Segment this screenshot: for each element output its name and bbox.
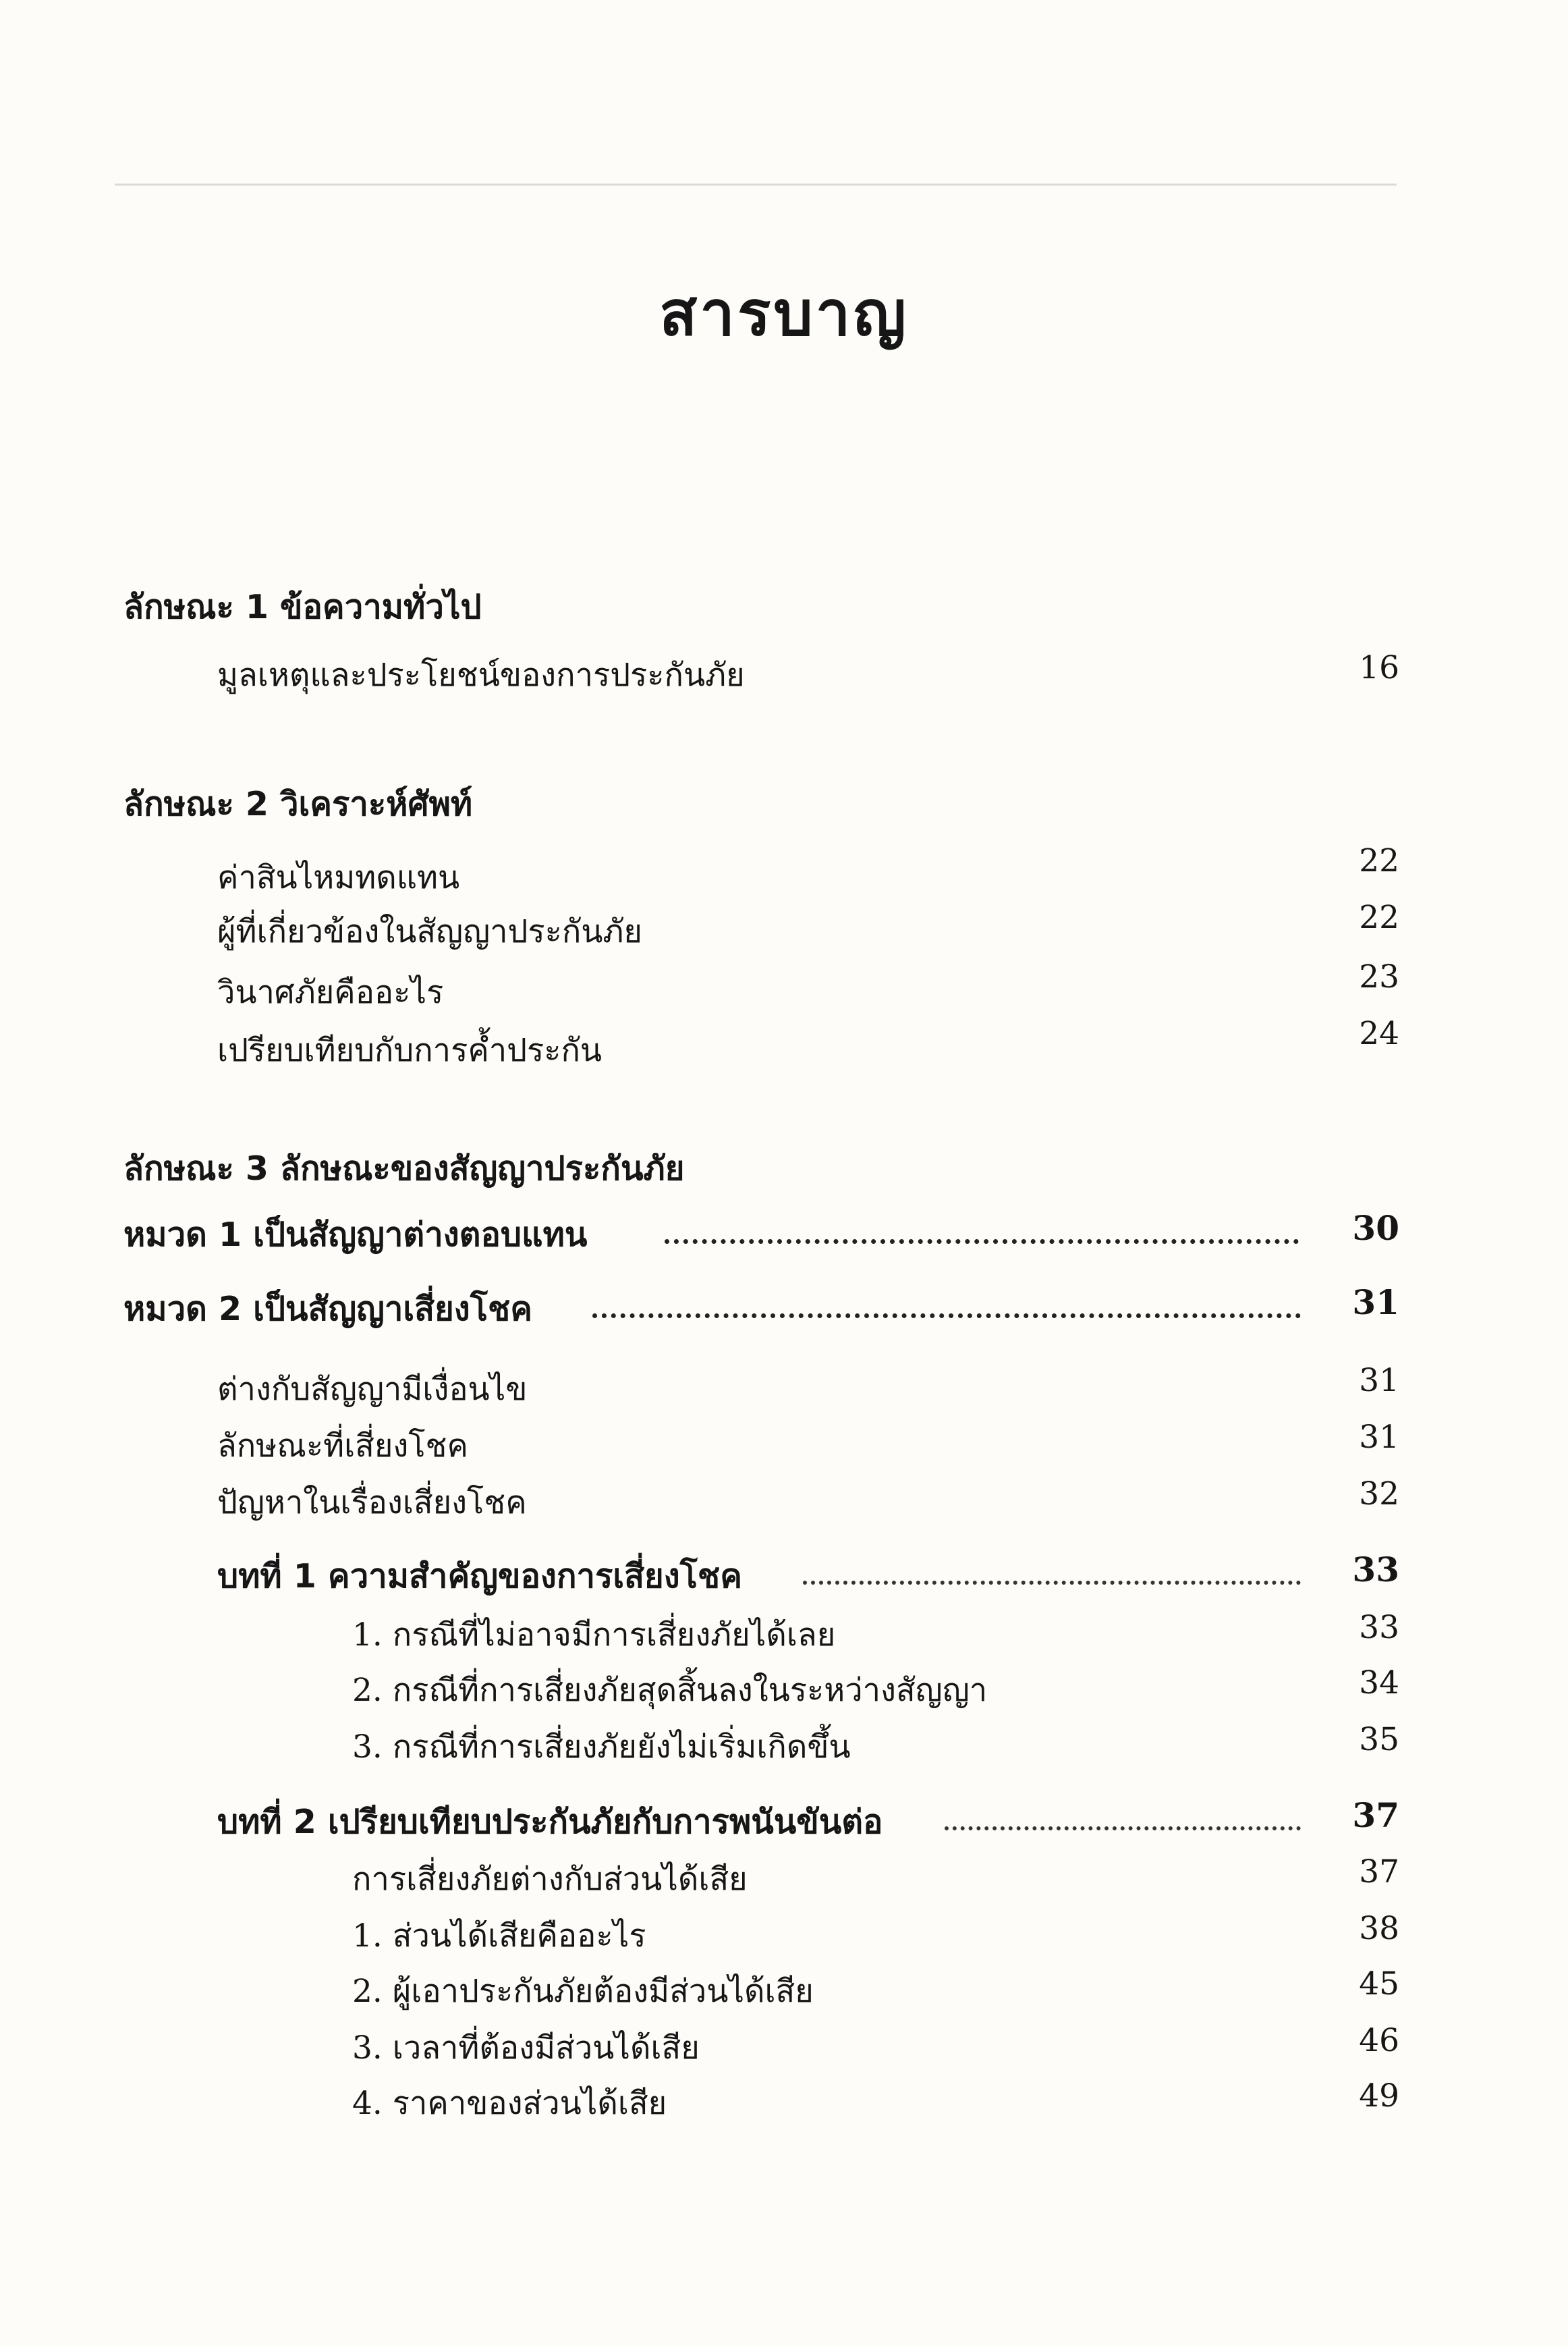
header-rule bbox=[115, 184, 1397, 186]
item-page: 45 bbox=[1359, 1965, 1399, 2002]
entry-label: ค่าสินไหมทดแทน bbox=[217, 859, 460, 896]
entry-label: ผู้ที่เกี่ยวข้องในสัญญาประกันภัย bbox=[217, 913, 642, 950]
entry-label: มูลเหตุและประโยชน์ของการประกันภัย bbox=[217, 657, 745, 694]
entry-label: เปรียบเทียบกับการค้ำประกัน bbox=[217, 1032, 603, 1069]
item-page: 49 bbox=[1359, 2077, 1399, 2115]
part-page: 33 bbox=[1352, 1550, 1399, 1589]
entry-label: ลักษณะที่เสี่ยงโชค bbox=[217, 1427, 468, 1465]
entry-page: 31 bbox=[1359, 1419, 1399, 1456]
dot-leader bbox=[665, 1239, 1299, 1244]
chapter-page: 30 bbox=[1352, 1208, 1399, 1248]
item-label: 3. เวลาที่ต้องมีส่วนได้เสีย bbox=[352, 2029, 700, 2067]
entry-page: 22 bbox=[1359, 899, 1399, 936]
item-page: 34 bbox=[1359, 1664, 1399, 1701]
entry-page: 16 bbox=[1359, 649, 1399, 686]
section-heading-2: ลักษณะ 2 วิเคราะห์ศัพท์ bbox=[123, 785, 473, 823]
part-heading-1: บทที่ 1 ความสำคัญของการเสี่ยงโชค bbox=[217, 1557, 742, 1595]
item-label: 2. ผู้เอาประกันภัยต้องมีส่วนได้เสีย bbox=[352, 1973, 814, 2010]
item-label: 1. ส่วนได้เสียคืออะไร bbox=[352, 1917, 646, 1955]
dot-leader bbox=[803, 1581, 1301, 1585]
dot-leader bbox=[592, 1313, 1301, 1318]
item-page: 33 bbox=[1359, 1609, 1399, 1646]
entry-label: วินาศภัยคืออะไร bbox=[217, 974, 444, 1011]
entry-page: 23 bbox=[1359, 958, 1399, 995]
section-heading-1: ลักษณะ 1 ข้อความทั่วไป bbox=[123, 588, 482, 626]
item-label: การเสี่ยงภัยต่างกับส่วนได้เสีย bbox=[352, 1861, 748, 1898]
item-page: 46 bbox=[1359, 2022, 1399, 2059]
entry-label: ปัญหาในเรื่องเสี่ยงโชค bbox=[217, 1484, 527, 1521]
entry-page: 31 bbox=[1359, 1362, 1399, 1399]
item-label: 2. กรณีที่การเสี่ยงภัยสุดสิ้นลงในระหว่างสัญญา bbox=[352, 1672, 988, 1709]
item-label: 3. กรณีที่การเสี่ยงภัยยังไม่เริ่มเกิดขึ้น bbox=[352, 1728, 851, 1766]
chapter-page: 31 bbox=[1352, 1282, 1399, 1322]
item-label: 1. กรณีที่ไม่อาจมีการเสี่ยงภัยได้เลย bbox=[352, 1616, 836, 1654]
item-page: 37 bbox=[1359, 1853, 1399, 1890]
entry-page: 24 bbox=[1359, 1015, 1399, 1052]
chapter-heading-2: หมวด 2 เป็นสัญญาเสี่ยงโชค bbox=[123, 1290, 533, 1328]
page-title: สารบาญ bbox=[659, 277, 909, 350]
part-page: 37 bbox=[1352, 1795, 1399, 1835]
entry-page: 32 bbox=[1359, 1475, 1399, 1512]
dot-leader bbox=[945, 1826, 1301, 1830]
part-heading-2: บทที่ 2 เปรียบเทียบประกันภัยกับการพนันขันต่อ bbox=[217, 1803, 883, 1841]
item-page: 38 bbox=[1359, 1910, 1399, 1947]
item-label: 4. ราคาของส่วนได้เสีย bbox=[352, 2085, 667, 2122]
section-heading-3: ลักษณะ 3 ลักษณะของสัญญาประกันภัย bbox=[123, 1149, 685, 1188]
entry-page: 22 bbox=[1359, 842, 1399, 879]
entry-label: ต่างกับสัญญามีเงื่อนไข bbox=[217, 1371, 528, 1408]
item-page: 35 bbox=[1359, 1721, 1399, 1758]
chapter-heading-1: หมวด 1 เป็นสัญญาต่างตอบแทน bbox=[123, 1216, 588, 1254]
